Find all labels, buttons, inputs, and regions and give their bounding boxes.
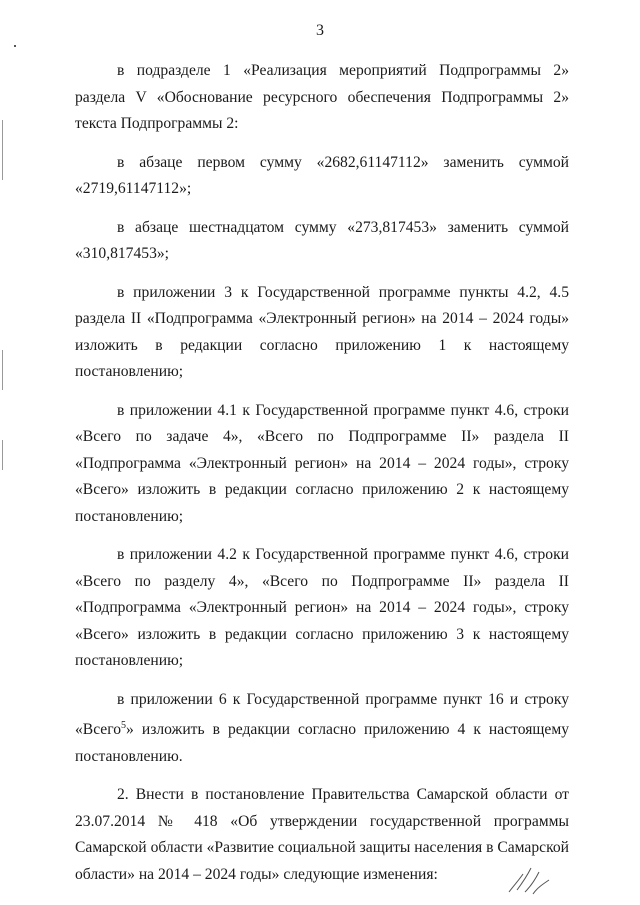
footnote-superscript: 5 (121, 720, 127, 731)
paragraph: в приложении 3 к Государственной программе пункты 4.2, 4.5 раздела II «Подпрограмма «Электронный регион» на 2014 – 2024 годы» изложить в редакции согласно приложению 1 к настоящему постановлению; (75, 283, 569, 380)
signature-initials (505, 862, 555, 898)
paragraph: 2. Внести в постановление Правительства Самарской области от 23.07.2014 № 418 «Об утверждении государственной программы Самарской области «Развитие социальной защиты населения в Самарской области» на 2014 – 2024 годы» следующие изменения: (75, 786, 569, 883)
paragraph: в подразделе 1 «Реализация мероприятий Подпрограммы 2» раздела V «Обоснование ресурсного обеспечения Подпрограммы 2» текста Подпрограммы 2: (75, 62, 569, 132)
paragraph: в абзаце шестнадцатом сумму «273,817453» заменить суммой «310,817453»; (75, 218, 569, 262)
paragraph: в приложении 4.2 к Государственной программе пункт 4.6, строки «Всего по разделу 4», «Всего по Подпрограмме II» раздела II «Подпрограмма «Электронный регион» на 2014 – 2024 годы», строку «Всего» изложить в редакции согласно приложению 3 к настоящему постановлению; (75, 546, 569, 669)
paragraph (75, 687, 569, 771)
scan-mark (14, 45, 16, 47)
page-number: 3 (316, 22, 324, 39)
scan-mark (2, 120, 3, 180)
document-body (75, 58, 569, 888)
paragraph: в абзаце первом сумму «2682,61147112» заменить суммой «2719,61147112»; (75, 153, 569, 197)
paragraph: в приложении 4.1 к Государственной программе пункт 4.6, строки «Всего по задаче 4», «Всего по Подпрограмме II» раздела II «Подпрограмма «Электронный регион» на 2014 – 2024 годы», строку «Всего» изложить в редакции согласно приложению 2 к настоящему постановлению; (75, 401, 569, 525)
paragraph-text: » изложить в редакции согласно приложению 4 к настоящему постановлению. (75, 721, 569, 765)
scan-mark (2, 440, 3, 470)
scan-mark (2, 350, 3, 390)
paragraph-text: в приложении 6 к Государственной программе пункт 16 и строку «Всего (75, 690, 569, 739)
